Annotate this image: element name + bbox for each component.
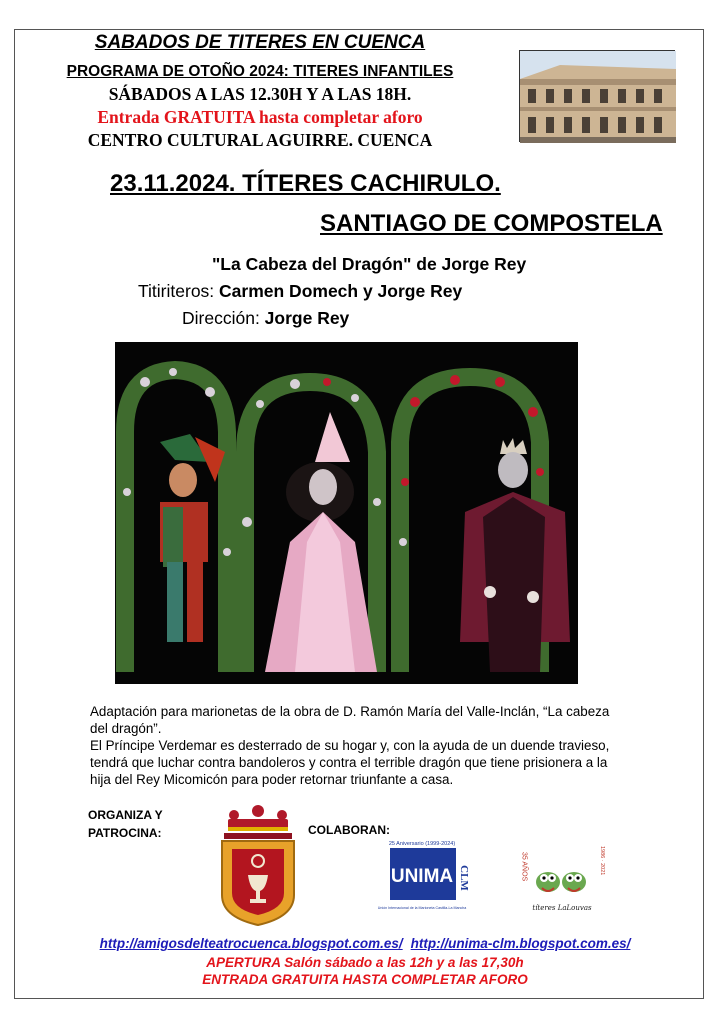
cuenca-shield-logo — [216, 805, 300, 929]
puppet-show-photo — [115, 342, 578, 684]
description-adaptation: Adaptación para marionetas de la obra de D. Ramón María del Valle-Inclán, “La cabeza del dragón”. — [90, 704, 610, 736]
unima-clm-side: CLM — [458, 865, 470, 891]
description — [90, 703, 620, 788]
link-amigos-teatro[interactable]: http://amigosdelteatrocuenca.blogspot.com.es/ — [99, 936, 403, 951]
unima-org-name: Unión Internacional de la Marioneta Castilla-La Mancha — [377, 906, 467, 910]
titeres-years: 35 AÑOS — [520, 852, 528, 882]
free-entry-text: Entrada GRATUITA hasta completar aforo — [97, 107, 423, 127]
building-photo — [519, 50, 675, 142]
puppeteers-names: Carmen Domech y Jorge Rey — [219, 281, 463, 301]
titeres-name: títeres LaLouvas — [532, 904, 592, 912]
organiza-label-line2: PATROCINA: — [88, 826, 162, 840]
organiza-label — [88, 806, 163, 842]
direction-label: Dirección: — [182, 308, 265, 328]
description-synopsis: El Príncipe Verdemar es desterrado de su hogar y, con la ayuda de un duende travieso, tendrá que luchar contra bandoleros y contra el terrible dragón que tiene prisionera a la hija del Rey Micomicón para poder retornar triunfante a casa. — [90, 738, 610, 787]
direction-line — [182, 308, 349, 329]
venue-text: CENTRO CULTURAL AGUIRRE. CUENCA — [87, 130, 433, 150]
program-title: PROGRAMA DE OTOÑO 2024: TITERES INFANTILES — [66, 63, 454, 80]
schedule-text: SÁBADOS A LAS 12.30H Y A LAS 18H. — [108, 84, 412, 104]
titeres-year-range: 1986 · 2021 — [599, 846, 605, 876]
titeres-anniversary-logo — [518, 842, 608, 916]
unima-wordmark: UNIMA — [390, 866, 454, 887]
event-date-company: 23.11.2024. TÍTERES CACHIRULO. — [110, 170, 501, 197]
poster-title: SABADOS DE TITERES EN CUENCA — [94, 32, 426, 53]
puppeteers-line — [138, 281, 462, 302]
links-row — [20, 936, 710, 951]
colaboran-label: COLABORAN: — [308, 823, 390, 837]
link-unima-clm[interactable]: http://unima-clm.blogspot.com.es/ — [410, 936, 631, 951]
play-title: "La Cabeza del Dragón" de Jorge Rey — [212, 254, 527, 274]
puppeteers-label: Titiriteros: — [138, 281, 220, 301]
unima-anniversary: 25 Aniversario (1999-2024) — [388, 841, 456, 847]
organiza-label-line1: ORGANIZA Y — [88, 808, 163, 822]
unima-clm-logo — [377, 838, 470, 916]
footer-free-entry-text: ENTRADA GRATUITA HASTA COMPLETAR AFORO — [202, 972, 528, 987]
event-city: SANTIAGO DE COMPOSTELA — [320, 210, 663, 237]
opening-hours-text: APERTURA Salón sábado a las 12h y a las 17,30h — [206, 955, 524, 970]
director-name: Jorge Rey — [264, 308, 350, 328]
